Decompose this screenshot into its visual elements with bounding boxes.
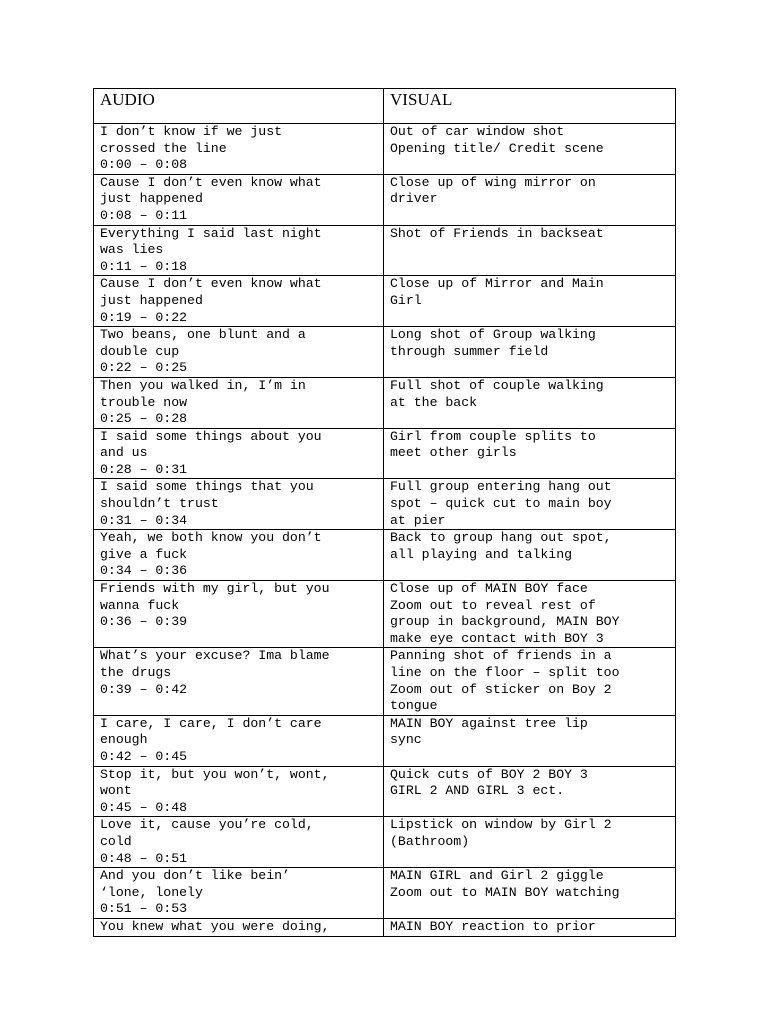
audio-visual-table [93,88,676,937]
audio-cell: What’s your excuse? Ima blame the drugs 0:39 – 0:42 [94,648,384,715]
table-row [94,479,676,530]
visual-cell: Close up of wing mirror on driver [384,174,676,225]
audio-cell: Stop it, but you won’t, wont, wont 0:45 – 0:48 [94,766,384,817]
visual-cell: Girl from couple splits to meet other girls [384,428,676,479]
table-row [94,817,676,868]
table-row [94,327,676,378]
visual-cell: Quick cuts of BOY 2 BOY 3 GIRL 2 AND GIRL 3 ect. [384,766,676,817]
table-row [94,276,676,327]
visual-cell: Close up of MAIN BOY face Zoom out to reveal rest of group in background, MAIN BOY make eye contact with BOY 3 [384,581,676,648]
table-row [94,715,676,766]
audio-cell: Love it, cause you’re cold, cold 0:48 – 0:51 [94,817,384,868]
audio-cell: Then you walked in, I’m in trouble now 0:25 – 0:28 [94,377,384,428]
audio-cell: Cause I don’t even know what just happened 0:08 – 0:11 [94,174,384,225]
visual-cell: MAIN GIRL and Girl 2 giggle Zoom out to MAIN BOY watching [384,868,676,919]
visual-cell: Close up of Mirror and Main Girl [384,276,676,327]
table-row [94,868,676,919]
table-row [94,918,676,936]
visual-cell: Panning shot of friends in a line on the floor – split too Zoom out of sticker on Boy 2 tongue [384,648,676,715]
audio-cell: I said some things that you shouldn’t trust 0:31 – 0:34 [94,479,384,530]
audio-cell: Two beans, one blunt and a double cup 0:22 – 0:25 [94,327,384,378]
audio-cell: Friends with my girl, but you wanna fuck 0:36 – 0:39 [94,581,384,648]
table-row [94,377,676,428]
visual-cell: Shot of Friends in backseat [384,225,676,276]
script-page [93,88,675,937]
visual-cell: Back to group hang out spot, all playing and talking [384,530,676,581]
table-row [94,766,676,817]
visual-cell: Lipstick on window by Girl 2 (Bathroom) [384,817,676,868]
visual-header: VISUAL [384,89,676,124]
audio-cell: And you don’t like bein’ ‘lone, lonely 0:51 – 0:53 [94,868,384,919]
audio-cell: Yeah, we both know you don’t give a fuck 0:34 – 0:36 [94,530,384,581]
table-row [94,428,676,479]
table-row [94,530,676,581]
table-row [94,581,676,648]
audio-cell: Everything I said last night was lies 0:11 – 0:18 [94,225,384,276]
audio-cell: I care, I care, I don’t care enough 0:42 – 0:45 [94,715,384,766]
audio-cell: I don’t know if we just crossed the line 0:00 – 0:08 [94,124,384,175]
audio-header: AUDIO [94,89,384,124]
table-row [94,648,676,715]
visual-cell: MAIN BOY against tree lip sync [384,715,676,766]
header-row [94,89,676,124]
table-body [94,124,676,937]
audio-cell: Cause I don’t even know what just happened 0:19 – 0:22 [94,276,384,327]
visual-cell: Out of car window shot Opening title/ Credit scene [384,124,676,175]
visual-cell: Full shot of couple walking at the back [384,377,676,428]
visual-cell: Long shot of Group walking through summer field [384,327,676,378]
audio-cell: I said some things about you and us 0:28 – 0:31 [94,428,384,479]
audio-cell: You knew what you were doing, [94,918,384,936]
visual-cell: Full group entering hang out spot – quick cut to main boy at pier [384,479,676,530]
table-row [94,124,676,175]
table-row [94,174,676,225]
table-row [94,225,676,276]
visual-cell: MAIN BOY reaction to prior [384,918,676,936]
